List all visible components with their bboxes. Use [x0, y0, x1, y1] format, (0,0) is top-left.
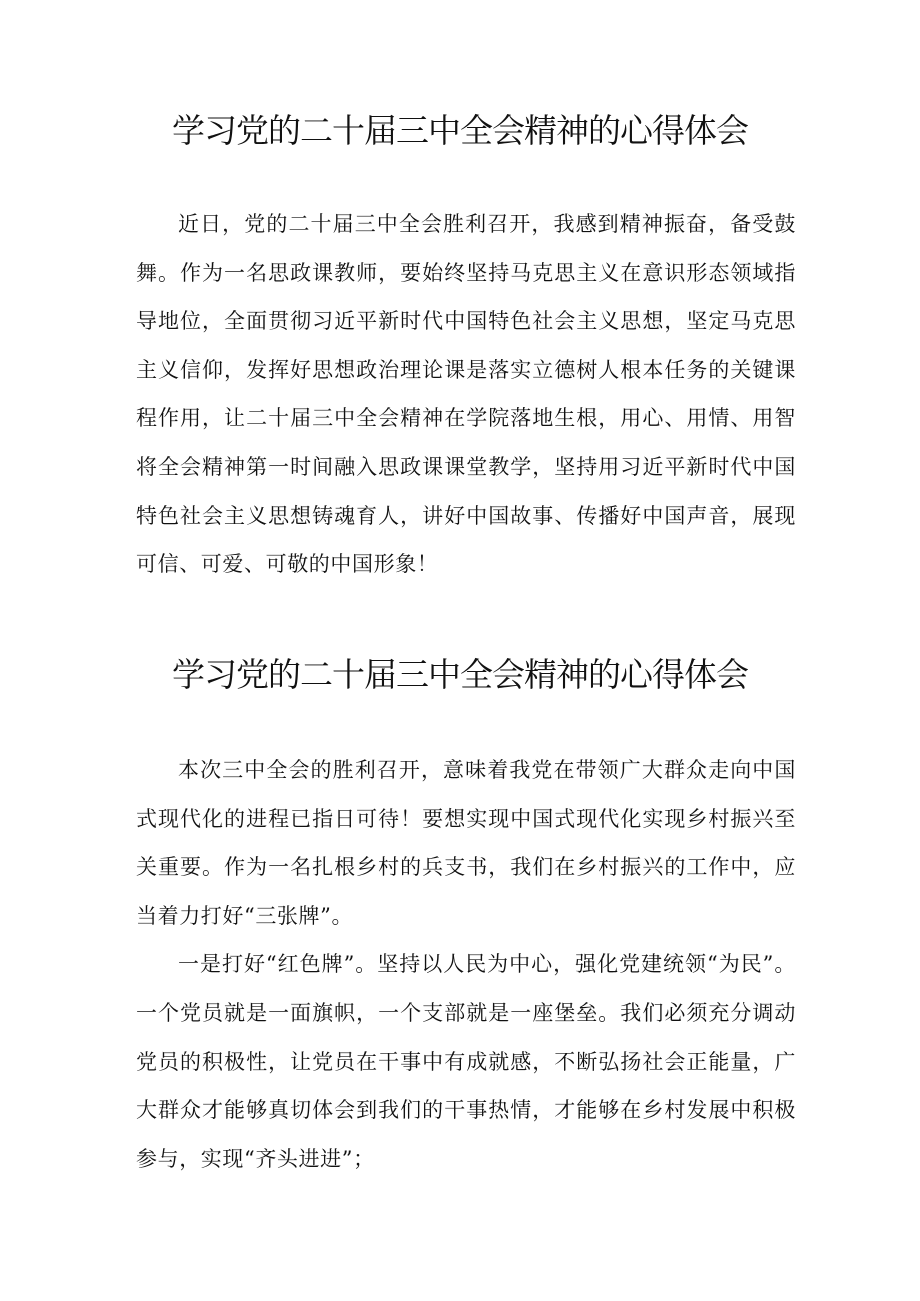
article-2-paragraph-1: 本次三中全会的胜利召开，意味着我党在带领广大群众走向中国式现代化的进程已指日可待！要想实现中国式现代化实现乡村振兴至关重要。作为一名扎根乡村的兵支书，我们在乡村振兴的工作中，应当着力打好“三张牌”。 [136, 758, 796, 928]
article-2-title: 学习党的二十届三中全会精神的心得体会 [172, 655, 748, 694]
article-2-paragraph-2: 一是打好“红色牌”。坚持以人民为中心，强化党建统领“为民”。一个党员就是一面旗帜，一个支部就是一座堡垒。我们必须充分调动党员的积极性，让党员在干事中有成就感，不断弘扬社会正能量，广大群众才能够真切体会到我们的干事热情，才能够在乡村发展中积极参与，实现“齐头进进”； [136, 952, 796, 1171]
article-1-title: 学习党的二十届三中全会精神的心得体会 [172, 111, 748, 150]
article-2-body [136, 746, 796, 1183]
article-1-paragraph-1: 近日，党的二十届三中全会胜利召开，我感到精神振奋，备受鼓舞。作为一名思政课教师，要始终坚持马克思主义在意识形态领域指导地位，全面贯彻习近平新时代中国特色社会主义思想，坚定马克思主义信仰，发挥好思想政治理论课是落实立德树人根本任务的关键课程作用，让二十届三中全会精神在学院落地生根，用心、用情、用智将全会精神第一时间融入思政课课堂教学，坚持用习近平新时代中国特色社会主义思想铸魂育人，讲好中国故事、传播好中国声音，展现可信、可爱、可敬的中国形象！ [136, 212, 796, 577]
article-1-body [136, 200, 796, 589]
